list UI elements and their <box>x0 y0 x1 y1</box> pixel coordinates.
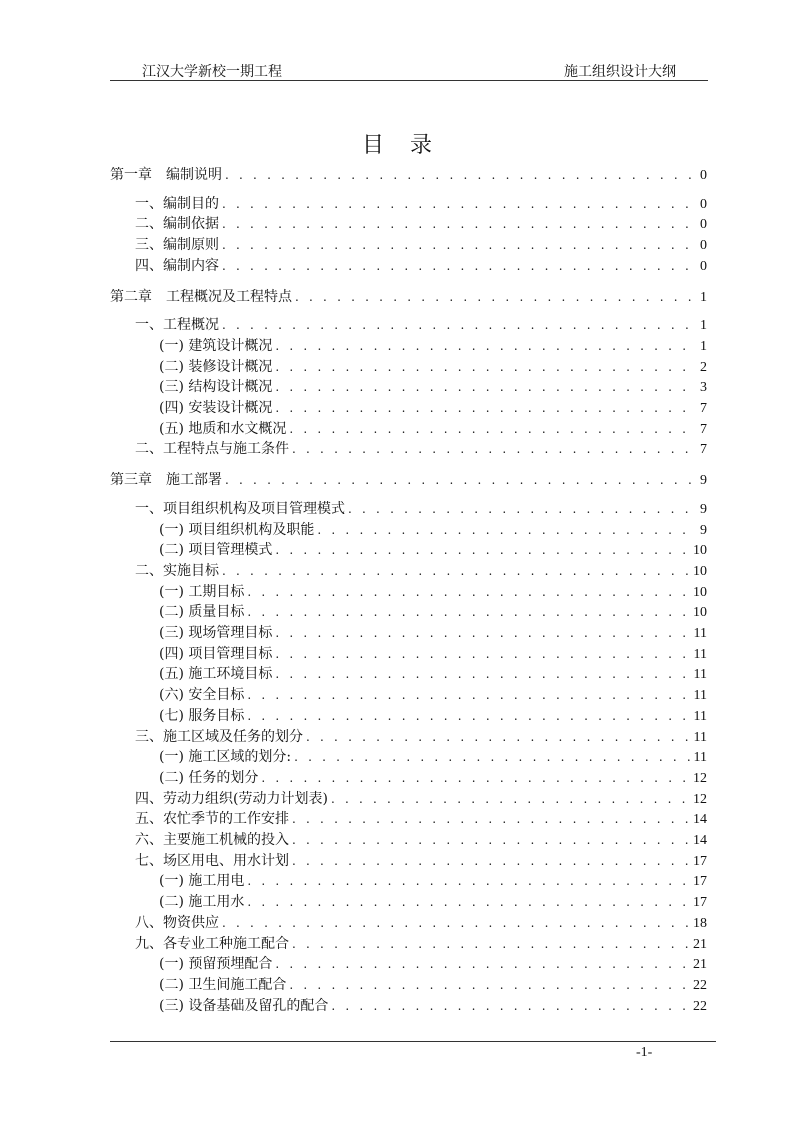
toc-dot-leader <box>247 870 690 892</box>
toc-entry-label: 一、项目组织机构及项目管理模式 <box>135 500 345 517</box>
toc-entry[interactable] <box>110 539 707 561</box>
toc-entry-label: (七) 服务目标 <box>159 707 245 724</box>
toc-entry-label: (二) 质量目标 <box>159 604 245 621</box>
toc-entry[interactable] <box>110 995 707 1017</box>
toc-entry[interactable] <box>110 213 707 235</box>
toc-dot-leader <box>292 933 690 955</box>
toc-dot-leader <box>275 953 690 975</box>
toc-entry-page: 11 <box>693 667 707 683</box>
toc-entry-page: 11 <box>693 688 707 704</box>
toc-entry[interactable] <box>110 850 707 872</box>
toc-dot-leader <box>222 912 690 934</box>
toc-entry-page: 7 <box>700 442 707 458</box>
toc-entry-label: (二) 施工用水 <box>159 894 245 911</box>
toc-dot-leader <box>222 255 697 277</box>
toc-dot-leader <box>275 335 697 357</box>
toc-entry-page: 0 <box>700 217 707 233</box>
toc-entry-page: 14 <box>693 812 707 828</box>
toc-entry-page: 11 <box>693 646 707 662</box>
toc-entry-page: 0 <box>700 258 707 274</box>
toc-entry-page: 9 <box>700 522 707 538</box>
toc-entry-label: 六、主要施工机械的投入 <box>135 832 289 848</box>
toc-dot-leader <box>317 519 697 541</box>
toc-entry-page: 1 <box>700 338 707 354</box>
toc-dot-leader <box>331 995 690 1017</box>
toc-dot-leader <box>289 418 697 440</box>
toc-entry-label: (一) 预留预埋配合 <box>159 956 273 973</box>
toc-entry-page: 14 <box>693 833 707 848</box>
toc-entry-label: 三、编制原则 <box>135 237 219 254</box>
toc-dot-leader <box>275 622 690 644</box>
toc-entry[interactable] <box>110 560 707 582</box>
toc-entry-label: (三) 结构设计概况 <box>159 379 273 396</box>
page-header <box>110 60 708 81</box>
toc-entry-page: 0 <box>700 168 707 183</box>
toc-entry[interactable] <box>110 164 707 186</box>
toc-entry-page: 10 <box>693 584 707 600</box>
toc-dot-leader <box>247 684 690 706</box>
toc-entry-label: 五、农忙季节的工作安排 <box>135 811 289 828</box>
toc-entry-label: (一) 施工区域的划分: <box>159 749 292 766</box>
toc-dot-leader <box>222 560 690 582</box>
toc-entry[interactable] <box>110 663 707 685</box>
toc-entry[interactable] <box>110 788 707 810</box>
toc-dot-leader <box>247 601 690 623</box>
toc-dot-leader <box>292 829 690 851</box>
toc-entry-label: 四、劳动力组织(劳动力计划表) <box>135 790 328 807</box>
toc-entry-label: 第一章 编制说明 <box>110 167 222 183</box>
toc-entry-label: 八、物资供应 <box>135 914 219 931</box>
toc-entry-page: 11 <box>693 729 707 745</box>
toc-entry[interactable] <box>110 808 707 830</box>
toc-entry-label: 一、编制目的 <box>135 195 219 212</box>
toc-entry-page: 18 <box>693 915 707 931</box>
toc-dot-leader <box>275 397 697 419</box>
toc-dot-leader <box>222 234 697 256</box>
toc-entry-page: 7 <box>700 421 707 437</box>
toc-entry-page: 10 <box>693 563 707 579</box>
toc-entry[interactable] <box>110 193 707 215</box>
toc-entry-label: (三) 现场管理目标 <box>159 625 273 641</box>
toc-dot-leader <box>275 643 690 665</box>
toc-entry[interactable] <box>110 746 707 768</box>
toc-entry-page: 1 <box>700 289 707 305</box>
toc-dot-leader <box>222 314 697 336</box>
toc-entry-page: 17 <box>693 895 707 911</box>
toc-dot-leader <box>275 356 697 378</box>
toc-dot-leader <box>348 498 697 520</box>
toc-dot-leader <box>306 726 691 748</box>
toc-dot-leader <box>247 891 690 913</box>
toc-dot-leader <box>331 788 690 810</box>
toc-entry[interactable] <box>110 255 707 277</box>
toc-entry[interactable] <box>110 519 707 541</box>
toc-dot-leader <box>247 705 690 727</box>
toc-entry-page: 17 <box>693 874 707 890</box>
toc-entry-label: (一) 施工用电 <box>159 873 245 890</box>
toc-entry-label: (一) 项目组织机构及职能 <box>159 521 315 538</box>
toc-entry-label: 七、场区用电、用水计划 <box>135 852 289 869</box>
toc-entry-label: 第三章 施工部署 <box>110 472 222 489</box>
toc-dot-leader <box>261 767 690 789</box>
toc-title: 目录 <box>361 133 458 158</box>
toc-entry-label: (六) 安全目标 <box>159 687 245 704</box>
toc-entry[interactable] <box>110 601 707 623</box>
toc-dot-leader <box>275 376 697 398</box>
toc-dot-leader <box>222 213 697 235</box>
footer-divider <box>110 1041 716 1042</box>
toc-entry-page: 0 <box>700 196 707 212</box>
toc-dot-leader <box>275 663 690 685</box>
toc-entry-page: 2 <box>700 359 707 375</box>
toc-entry-page: 10 <box>693 543 707 559</box>
toc-entry-page: 21 <box>693 936 707 952</box>
toc-entry[interactable] <box>110 376 707 398</box>
toc-entry[interactable] <box>110 767 707 789</box>
toc-entry-page: 21 <box>693 957 707 973</box>
toc-dot-leader <box>289 974 690 996</box>
toc-entry[interactable] <box>110 314 707 336</box>
toc-entry[interactable] <box>110 912 707 934</box>
toc-entry[interactable] <box>110 286 707 308</box>
toc-entry[interactable] <box>110 829 707 851</box>
toc-entry-label: 二、编制依据 <box>135 216 219 233</box>
toc-entry-label: (一) 工期目标 <box>159 583 245 600</box>
toc-entry-label: 九、各专业工种施工配合 <box>135 935 289 952</box>
toc-entry[interactable] <box>110 438 707 460</box>
toc-entry-page: 0 <box>700 238 707 254</box>
toc-dot-leader <box>225 164 697 186</box>
header-document-name: 施工组织设计大纲 <box>564 64 676 80</box>
toc-entry-page: 7 <box>700 401 707 416</box>
toc-entry-label: 一、工程概况 <box>135 317 219 334</box>
toc-dot-leader <box>292 438 697 460</box>
toc-entry-label: (二) 项目管理模式 <box>159 542 273 559</box>
toc-entry-page: 22 <box>693 977 707 993</box>
toc-entry-label: (一) 建筑设计概况 <box>159 337 273 354</box>
toc-entry[interactable] <box>110 870 707 892</box>
toc-dot-leader <box>247 581 690 603</box>
toc-entry-page: 3 <box>700 380 707 396</box>
toc-entry-page: 12 <box>693 770 707 786</box>
toc-entry[interactable] <box>110 933 707 955</box>
header-project-name: 江汉大学新校一期工程 <box>142 64 282 80</box>
toc-entry[interactable] <box>110 581 707 603</box>
toc-entry-label: (五) 施工环境目标 <box>159 666 273 683</box>
toc-entry[interactable] <box>110 643 707 665</box>
toc-entry[interactable] <box>110 684 707 706</box>
toc-entry[interactable] <box>110 498 707 520</box>
toc-dot-leader <box>222 193 697 215</box>
toc-entry[interactable] <box>110 234 707 256</box>
toc-entry-page: 11 <box>693 750 707 766</box>
toc-dot-leader <box>292 808 690 830</box>
toc-entry[interactable] <box>110 622 707 644</box>
toc-entry-label: (五) 地质和水文概况 <box>159 420 287 437</box>
toc-entry-label: 第二章 工程概况及工程特点 <box>110 288 292 305</box>
toc-entry-label: (四) 项目管理目标 <box>159 645 273 662</box>
toc-entry-page: 10 <box>693 605 707 621</box>
toc-entry[interactable] <box>110 891 707 913</box>
toc-entry[interactable] <box>110 418 707 440</box>
toc-entry-page: 22 <box>693 998 707 1014</box>
toc-entry-page: 11 <box>693 626 707 641</box>
toc-entry-page: 17 <box>693 853 707 869</box>
footer-page-number: -1- <box>636 1045 653 1060</box>
toc-dot-leader <box>294 746 690 768</box>
toc-entry[interactable] <box>110 974 707 996</box>
toc-entry-page: 9 <box>700 501 707 517</box>
toc-entry-page: 9 <box>700 473 707 489</box>
toc-entry-label: 四、编制内容 <box>135 257 219 274</box>
toc-entry-page: 12 <box>693 791 707 807</box>
toc-entry-label: (四) 安装设计概况 <box>159 400 273 416</box>
toc-entry-label: 二、实施目标 <box>135 562 219 579</box>
toc-entry-label: 二、工程特点与施工条件 <box>135 441 289 458</box>
toc-entry[interactable] <box>110 726 707 748</box>
toc-entry-label: (二) 装修设计概况 <box>159 358 273 375</box>
toc-dot-leader <box>295 286 697 308</box>
toc-dot-leader <box>275 539 690 561</box>
toc-dot-leader <box>292 850 690 872</box>
toc-entry[interactable] <box>110 335 707 357</box>
toc-dot-leader <box>225 469 697 491</box>
toc-entry[interactable] <box>110 397 707 419</box>
toc-entry-label: 三、施工区域及任务的划分 <box>135 728 303 745</box>
toc-entry-label: (二) 卫生间施工配合 <box>159 976 287 993</box>
toc-entry-label: (三) 设备基础及留孔的配合 <box>159 997 329 1014</box>
toc-entry[interactable] <box>110 356 707 378</box>
toc-entry-page: 11 <box>693 708 707 724</box>
toc-entry-page: 1 <box>700 318 707 334</box>
toc-entry-label: (二) 任务的划分 <box>159 769 259 786</box>
toc-entry[interactable] <box>110 953 707 975</box>
toc-entry[interactable] <box>110 469 707 491</box>
toc-entry[interactable] <box>110 705 707 727</box>
